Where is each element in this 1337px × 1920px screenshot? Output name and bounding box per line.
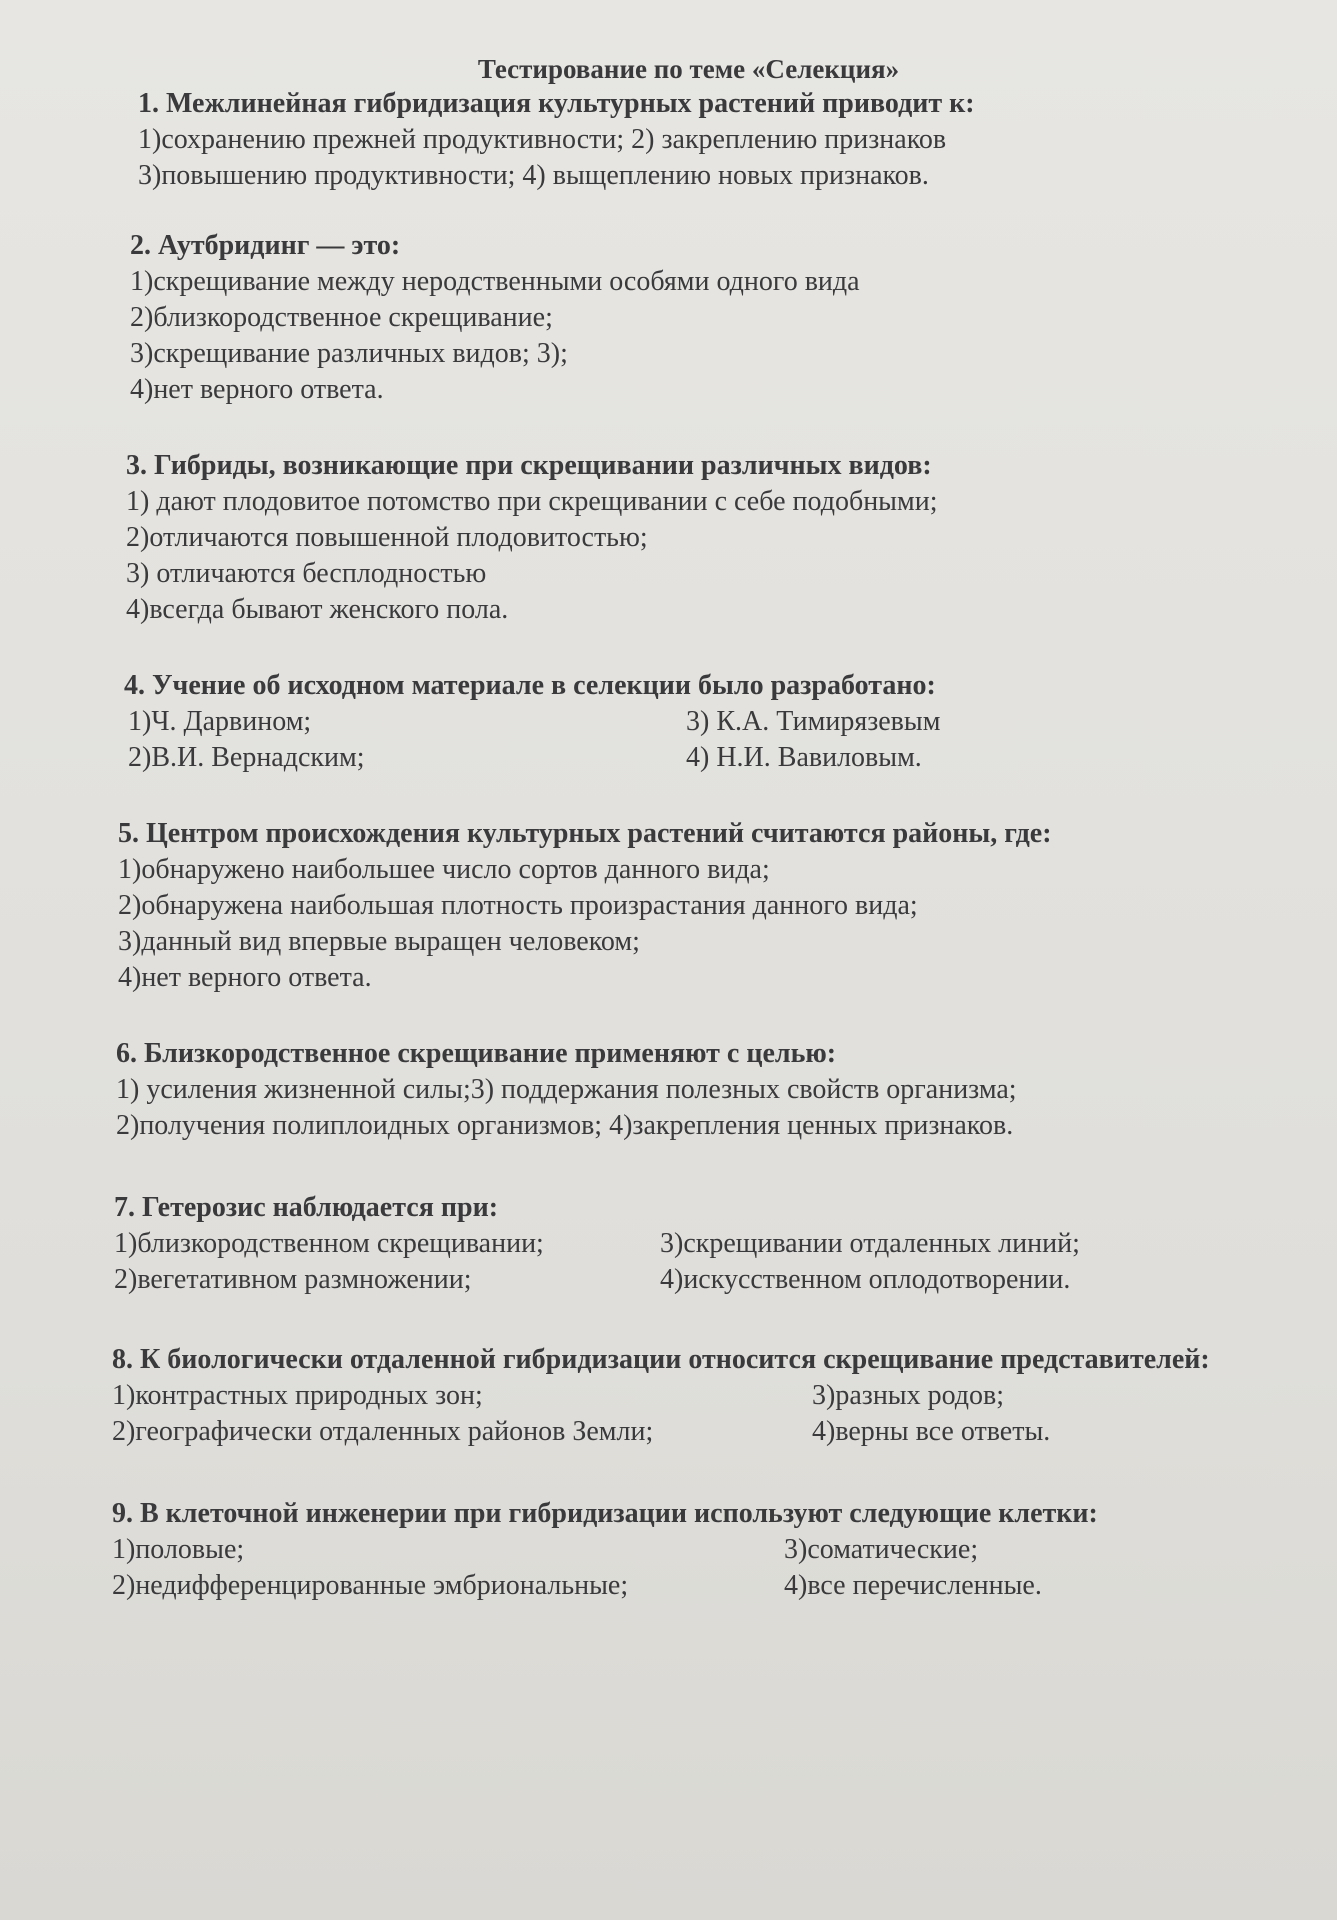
question-6-options-line-1: 1) усиления жизненной силы;3) поддержания полезных свойств организма; [116,1074,1017,1105]
question-8-option-3: 3)разных родов; [812,1380,1005,1411]
question-8-option-1: 1)контрастных природных зон; [112,1380,483,1411]
question-3-option-3: 3) отличаются бесплодностью [126,558,487,589]
question-5-title: 5. Центром происхождения культурных растений считаются районы, где: [118,818,1052,849]
question-3 [126,448,1337,628]
question-9-option-1: 1)половые; [112,1534,245,1565]
question-7-option-2: 2)вегетативном размножении; [114,1264,472,1295]
question-7-option-4: 4)искусственном оплодотворении. [660,1264,1071,1295]
question-7-option-3: 3)скрещивании отдаленных линий; [660,1228,1080,1259]
question-2-option-1: 1)скрещивание между неродственными особями одного вида [130,266,860,297]
question-3-option-4: 4)всегда бывают женского пола. [126,594,509,625]
question-8 [112,1342,1224,1450]
question-9 [112,1496,1186,1604]
question-2-title: 2. Аутбридинг — это: [130,230,401,261]
question-4-option-4: 4) Н.И. Вавиловым. [686,742,922,773]
question-6-title: 6. Близкородственное скрещивание применяют с целью: [116,1038,837,1069]
question-5-option-3: 3)данный вид впервые выращен человеком; [118,926,640,957]
question-4-option-3: 3) К.А. Тимирязевым [686,706,941,737]
question-9-option-4: 4)все перечисленные. [784,1570,1042,1601]
question-2-option-3: 3)скрещивание различных видов; 3); [130,338,568,369]
page-title: Тестирование по теме «Селекция» [477,54,900,84]
question-8-option-2: 2)географически отдаленных районов Земли; [112,1416,654,1447]
question-6-options-line-2: 2)получения полиплоидных организмов; 4)закрепления ценных признаков. [116,1110,1014,1141]
question-2-option-4: 4)нет верного ответа. [130,374,384,405]
question-4-option-1: 1)Ч. Дарвином; [128,706,312,737]
question-9-option-3: 3)соматические; [784,1534,979,1565]
question-7-title: 7. Гетерозис наблюдается при: [114,1192,499,1223]
question-4-title: 4. Учение об исходном материале в селекции было разработано: [124,670,936,701]
question-5-option-1: 1)обнаружено наибольшее число сортов данного вида; [118,854,770,885]
question-1-options-line-2: 3)повышению продуктивности; 4) выщеплению новых признаков. [138,160,929,191]
question-8-title: 8. К биологически отдаленной гибридизации относится скрещивание представителей: [112,1344,1210,1375]
question-1-title: 1. Межлинейная гибридизация культурных растений приводит к: [138,88,975,119]
question-1 [138,86,1337,194]
question-8-option-4: 4)верны все ответы. [812,1416,1051,1447]
question-3-option-2: 2)отличаются повышенной плодовитостью; [126,522,648,553]
question-7 [114,1190,1337,1298]
question-3-option-1: 1) дают плодовитое потомство при скрещивании с себе подобными; [126,486,938,517]
question-2 [130,228,1337,408]
question-5-option-4: 4)нет верного ответа. [118,962,372,993]
question-5-option-2: 2)обнаружена наибольшая плотность произрастания данного вида; [118,890,918,921]
question-9-title: 9. В клеточной инженерии при гибридизации используют следующие клетки: [112,1498,1098,1529]
question-9-option-2: 2)недифференцированные эмбриональные; [112,1570,629,1601]
question-4-option-2: 2)В.И. Вернадским; [128,742,365,773]
question-2-option-2: 2)близкородственное скрещивание; [130,302,553,333]
question-4 [124,668,1337,776]
question-7-option-1: 1)близкородственном скрещивании; [114,1228,544,1259]
question-3-title: 3. Гибриды, возникающие при скрещивании различных видов: [126,450,932,481]
question-5 [118,816,1254,996]
question-6 [116,1036,1337,1144]
question-1-options-line-1: 1)сохранению прежней продуктивности; 2) закреплению признаков [138,124,947,155]
